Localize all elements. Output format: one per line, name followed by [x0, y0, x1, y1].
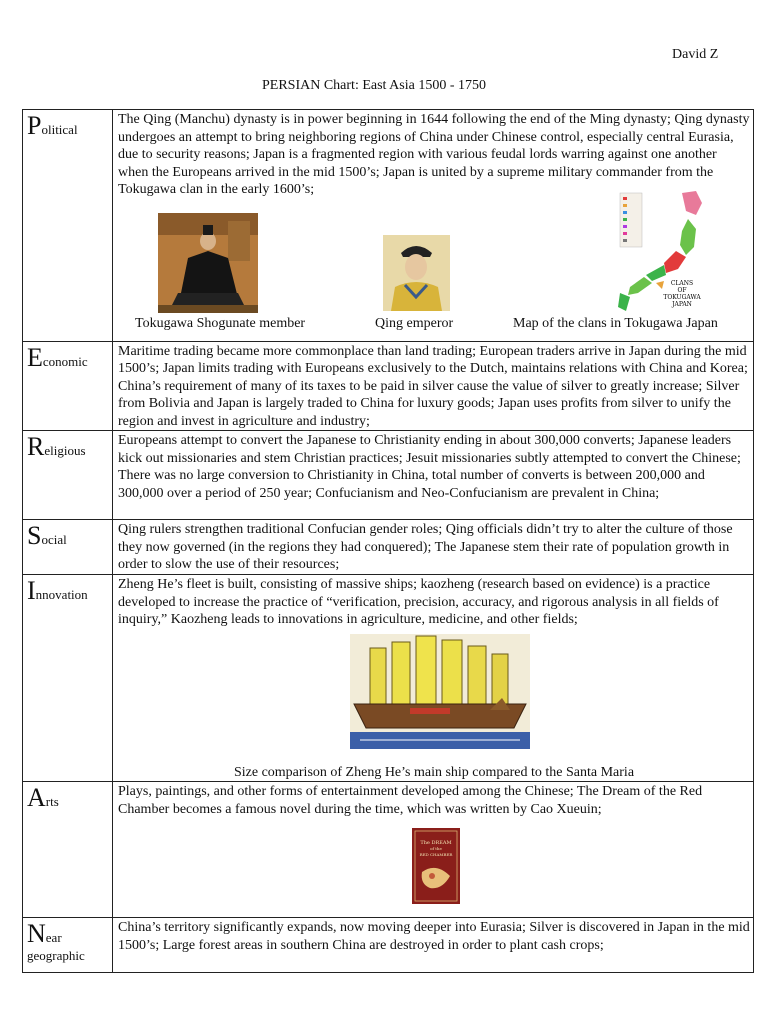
chart-title: PERSIAN Chart: East Asia 1500 - 1750: [262, 78, 486, 93]
category-initial: I: [27, 576, 36, 605]
economic-text: Maritime trading became more commonplace than land trading; European traders arrive in Japan during the mid 1500’s; Japan limits trading with Europeans exclusively to the Dutch, maintains relations with China and Korea; China’s requirement of many of its taxes to be paid in silver cause the value of silver to greatly increase; Silver from Bolivia and Japan is largely traded to China for luxury goods; Japan uses profits from silver to unify the region and invest in agriculture and industry;: [118, 343, 748, 429]
cell-arts: [113, 782, 754, 918]
row-arts: [23, 782, 754, 918]
category-rest: eligious: [44, 443, 86, 458]
category-rest: ocial: [41, 532, 67, 547]
book-title-line-1: The DREAM: [420, 840, 452, 846]
category-rest: rts: [45, 794, 59, 809]
map-label-line-2: OF: [677, 286, 687, 294]
category-initial: A: [27, 783, 46, 812]
category-rest: conomic: [42, 353, 88, 369]
caption-clans-map: Map of the clans in Tokugawa Japan: [513, 315, 718, 331]
category-initial: P: [27, 111, 42, 140]
cell-near-geographic: [113, 918, 754, 973]
map-label-line-3: TOKUGAWA: [663, 293, 701, 301]
category-arts: [23, 782, 113, 918]
arts-text: Plays, paintings, and other forms of entertainment developed among the Chinese; The Dream of the Red Chamber becomes a famous novel during the time, which was written by Cao Xueuin;: [118, 784, 703, 817]
cell-economic: [113, 341, 754, 431]
religious-text: Europeans attempt to convert the Japanese to Christianity ending in about 300,000 converts; Japanese leaders kick out missionaries and stem Christian practices; Jesuit missionaries subtly attempted to convert the Chinese; There was no large conversion to Christianity in China, total number of converts is between 200,000 and 300,000 over a period of 250 year; Confucianism and Neo-Confucianism are prevalent in China;: [118, 433, 741, 501]
qing-emperor-portrait-image: [383, 235, 450, 311]
innovation-caption-wrap: [118, 764, 750, 782]
political-images: [118, 199, 750, 341]
innovation-text: Zheng He’s fleet is built, consisting of massive ships; kaozheng (research based on evidence) is a practice developed to increase the practice of “verification, precision, accuracy, and rigorous analysis in all fields of inquiry,” Kaozheng leads to innovations in agriculture, medicine, and other fields;: [118, 577, 719, 627]
persian-chart-table: [22, 109, 754, 973]
category-economic: [23, 341, 113, 431]
category-near-geographic: [23, 918, 113, 973]
caption-ship-size: Size comparison of Zheng He’s main ship compared to the Santa Maria: [233, 764, 635, 780]
category-rest: olitical: [41, 122, 78, 137]
category-social: [23, 520, 113, 575]
arts-figure: [118, 818, 750, 910]
row-social: [23, 520, 754, 575]
category-rest: nnovation: [35, 587, 88, 602]
social-text: Qing rulers strengthen traditional Confucian gender roles; Qing officials didn’t try to alter the culture of those they now governed (in the regions they had conquered); The Japanese stem their rate of population growth in order to slow the use of their resources;: [118, 522, 733, 572]
row-near-geographic: [23, 918, 754, 973]
category-initial: S: [27, 521, 42, 550]
dream-red-chamber-book-image: [412, 828, 460, 904]
cell-political: [113, 110, 754, 342]
near-geographic-text: China’s territory significantly expands, now moving deeper into Eurasia; Silver is discovered in Japan in the mid 1500’s; Large forest areas in southern China are destroyed in order to plant cash crops;: [118, 920, 750, 953]
map-label-line-4: JAPAN: [672, 300, 692, 308]
category-initial: E: [27, 342, 43, 372]
author-name: David Z: [672, 47, 719, 62]
zheng-he-ship-image: [350, 634, 530, 749]
row-innovation: [23, 575, 754, 782]
cell-innovation: [113, 575, 754, 782]
map-label-line-1: CLANS: [670, 279, 694, 287]
row-religious: [23, 431, 754, 520]
caption-tokugawa: Tokugawa Shogunate member: [135, 315, 306, 331]
category-innovation: [23, 575, 113, 782]
category-initial: R: [27, 432, 45, 461]
caption-qing-emperor: Qing emperor: [375, 315, 454, 331]
book-title-line-2: of the: [430, 846, 442, 851]
row-economic: [23, 341, 754, 431]
category-religious: [23, 431, 113, 520]
political-text: The Qing (Manchu) dynasty is in power beginning in 1644 following the end of the Ming dynasty; Qing dynasty undergoes an attempt to bring neighboring regions of China under Chinese control, especially central Eurasia, due to security reasons; Japan is a fragmented region with various feudal lords warring against one another when the Europeans arrived in the mid 1500’s; Japan is united by a supreme military commander from the Tokugawa clan in the early 1600’s;: [118, 112, 750, 197]
category-rest-line-2: geographic: [27, 947, 85, 963]
row-political: [23, 110, 754, 342]
tokugawa-clans-map-image: [616, 189, 708, 315]
category-rest: ear: [45, 930, 62, 945]
book-title-line-3: RED CHAMBER: [419, 852, 453, 857]
category-political: [23, 110, 113, 342]
innovation-figure: [118, 629, 750, 764]
cell-social: [113, 520, 754, 575]
category-initial: N: [27, 919, 46, 948]
cell-religious: [113, 431, 754, 520]
tokugawa-portrait-image: [158, 213, 258, 313]
